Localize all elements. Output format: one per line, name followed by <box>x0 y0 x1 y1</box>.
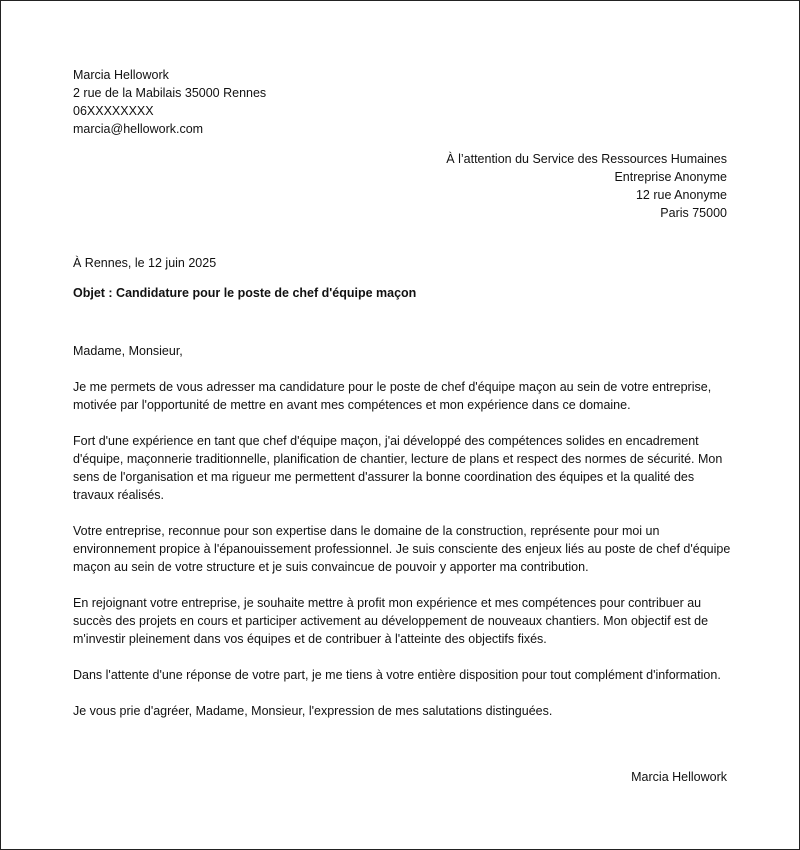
recipient-street: 12 rue Anonyme <box>635 188 727 202</box>
paragraph-5: Dans l'attente d'une réponse de votre part, je me tiens à votre entière disposition pour tout complément d'information. <box>73 668 721 682</box>
paragraph-4: En rejoignant votre entreprise, je souhaite mettre à profit mon expérience et mes compétences pour contribuer au succès des projets en cours et participer activement au développement de nouveaux chantiers. Mon objectif est de m'investir pleinement dans vos équipes et de contribuer à l'atteinte des objectifs fixés. <box>73 596 709 646</box>
recipient-attention: À l’attention du Service des Ressources Humaines <box>446 152 727 166</box>
recipient-city: Paris 75000 <box>660 206 727 220</box>
closing-paragraph: Je vous prie d'agréer, Madame, Monsieur, l'expression de mes salutations distinguées. <box>73 704 553 718</box>
paragraph-3: Votre entreprise, reconnue pour son expertise dans le domaine de la construction, représente pour moi un environnement propice à l'épanouissement professionnel. Je suis consciente des enjeux liés au poste de chef d'équipe maçon au sein de votre structure et je suis convaincue de pouvoir y apporter ma contribution. <box>73 524 731 574</box>
sender-email: marcia@hellowork.com <box>73 122 204 136</box>
letter-subject: Objet : Candidature pour le poste de chef d'équipe maçon <box>73 286 417 300</box>
sender-block <box>73 66 266 138</box>
sender-address: 2 rue de la Mabilais 35000 Rennes <box>73 86 267 100</box>
signature: Marcia Hellowork <box>631 770 727 784</box>
sender-phone: 06XXXXXXXX <box>73 104 154 118</box>
recipient-company: Entreprise Anonyme <box>614 170 727 184</box>
letter-date: À Rennes, le 12 juin 2025 <box>73 256 217 270</box>
paragraph-2: Fort d'une expérience en tant que chef d'équipe maçon, j'ai développé des compétences solides en encadrement d'équipe, maçonnerie traditionnelle, planification de chantier, lecture de plans et respect des normes de sécurité. Mon sens de l'organisation et ma rigueur me permettent d'assurer la bonne coordination des équipes et la qualité des travaux réalisés. <box>73 434 723 502</box>
sender-name: Marcia Hellowork <box>73 68 169 82</box>
paragraph-1: Je me permets de vous adresser ma candidature pour le poste de chef d'équipe maçon au sein de votre entreprise, motivée par l'opportunité de mettre en avant mes compétences et mon expérience dans ce domaine. <box>73 380 712 412</box>
letter-body <box>73 342 733 738</box>
recipient-block <box>446 150 727 222</box>
salutation: Madame, Monsieur, <box>73 344 183 358</box>
